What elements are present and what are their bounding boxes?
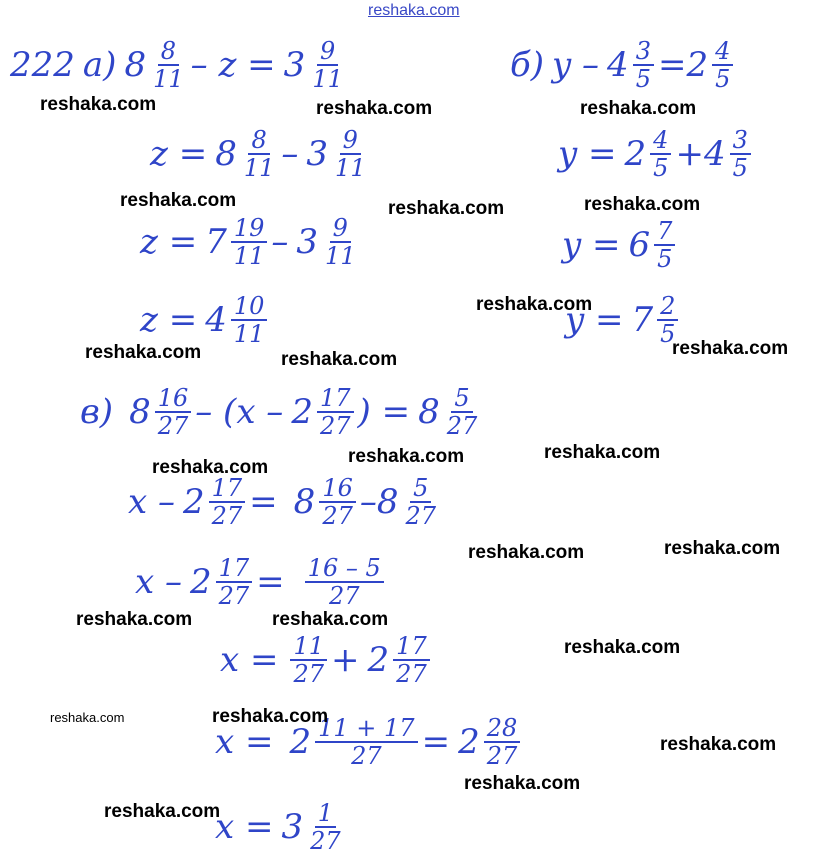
fraction: $\frac{9}{11}$ [335,126,366,183]
operator: – [359,482,377,523]
watermark: reshaka.com [212,706,329,727]
fraction: $\frac{4}{5}$ [650,127,671,182]
watermark: reshaka.com [660,734,777,755]
operator: – z = [190,45,276,86]
operator: = [657,45,687,86]
fraction: $\frac{16 - 5}{27}$ [305,555,384,610]
whole: 3 [281,807,304,848]
watermark: reshaka.com [672,338,789,359]
operator: = [249,482,278,523]
fraction: $\frac{2}{5}$ [657,293,678,348]
problem-number: 222 [10,45,75,86]
lhs: y = [565,300,624,341]
whole: 2 [367,640,390,681]
fraction: $\frac{8}{11}$ [243,126,275,183]
lhs: y = [562,225,621,266]
lhs: z = [140,222,198,263]
fraction: $\frac{17}{27}$ [216,555,253,610]
problem-c-line6 [215,800,348,855]
whole: 2 [189,562,212,603]
watermark: reshaka.com [664,538,781,559]
watermark: reshaka.com [281,349,398,370]
part-a-label: а) [82,45,117,86]
lhs: y – [552,45,600,86]
watermark: reshaka.com [348,446,465,467]
problem-a-line4 [140,293,271,348]
whole: 8 [293,482,316,523]
operator: = [421,722,451,763]
watermark: reshaka.com [152,457,269,478]
watermark: reshaka.com [76,609,193,630]
watermark: reshaka.com [580,98,697,119]
whole: 3 [306,134,329,175]
problem-c-line1 [80,385,484,440]
whole: 7 [631,300,654,341]
lhs: x = [215,807,274,848]
fraction: $\frac{17}{27}$ [209,475,246,530]
whole: 8 [124,45,147,86]
fraction: $\frac{17}{27}$ [393,633,430,688]
lhs: y = [558,134,617,175]
whole: 8 [129,392,151,433]
operator: ) = [357,392,411,433]
fraction: $\frac{10}{11}$ [231,293,268,348]
lhs: x – [135,562,182,603]
whole: 2 [291,392,313,433]
lhs: x = [220,640,279,681]
fraction: $\frac{19}{11}$ [231,215,268,270]
watermark: reshaka.com [50,710,125,725]
watermark: reshaka.com [564,637,681,658]
whole: 2 [686,45,709,86]
watermark: reshaka.com [316,98,433,119]
fraction: $\frac{16}{27}$ [155,385,192,440]
problem-b-line2 [558,127,755,182]
whole: 4 [703,134,726,175]
watermark: reshaka.com [104,801,221,822]
operator: – [271,222,289,263]
site-link[interactable]: reshaka.com [368,2,460,19]
fraction: $\frac{11 + 17}{27}$ [315,715,417,770]
watermark: reshaka.com [85,342,202,363]
operator: = [256,562,285,603]
problem-b-line1 [510,38,737,93]
whole: 3 [283,45,306,86]
fraction: $\frac{16}{27}$ [319,475,356,530]
watermark: reshaka.com [388,198,505,219]
part-b-label: б) [510,45,545,86]
watermark: reshaka.com [40,94,157,115]
problem-c-line3 [135,555,388,610]
lhs: z = [140,300,198,341]
problem-c-line4 [220,633,434,688]
whole: 8 [376,482,399,523]
watermark: reshaka.com [120,190,237,211]
whole: 2 [458,722,480,763]
watermark: reshaka.com [476,294,593,315]
fraction: $\frac{28}{27}$ [484,715,521,770]
fraction: $\frac{4}{5}$ [712,38,733,93]
problem-a-line3 [140,215,363,270]
fraction: $\frac{5}{27}$ [405,474,437,531]
whole: 2 [182,482,205,523]
operator: + [675,134,704,175]
fraction: $\frac{1}{27}$ [310,799,341,856]
watermark: reshaka.com [544,442,661,463]
fraction: $\frac{3}{5}$ [633,38,654,93]
whole: 2 [624,134,647,175]
watermark: reshaka.com [464,773,581,794]
fraction: $\frac{5}{27}$ [446,384,478,441]
fraction: $\frac{9}{11}$ [312,37,343,94]
fraction: $\frac{17}{27}$ [317,385,354,440]
fraction: $\frac{3}{5}$ [730,127,751,182]
fraction: $\frac{7}{5}$ [654,218,675,273]
whole: 2 [289,722,312,763]
operator: – (x – [195,392,284,433]
part-c-label: в) [80,392,114,433]
problem-c-line2 [128,475,443,530]
whole: 8 [215,134,237,175]
operator: + [331,640,360,681]
lhs: x = [215,722,274,763]
watermark: reshaka.com [468,542,585,563]
fraction: $\frac{8}{11}$ [153,37,184,94]
watermark: reshaka.com [272,609,389,630]
operator: – [281,134,299,175]
lhs: z = [150,134,208,175]
problem-b-line3 [562,218,679,273]
whole: 6 [628,225,651,266]
watermark: reshaka.com [584,194,701,215]
whole: 3 [296,222,319,263]
whole: 7 [205,222,227,263]
lhs: x – [128,482,175,523]
fraction: $\frac{11}{27}$ [290,633,327,688]
problem-a-line1 [10,38,350,93]
whole: 8 [418,392,440,433]
fraction: $\frac{9}{11}$ [325,214,356,271]
whole: 4 [607,45,629,86]
whole: 4 [205,300,227,341]
problem-a-line2 [150,127,373,182]
